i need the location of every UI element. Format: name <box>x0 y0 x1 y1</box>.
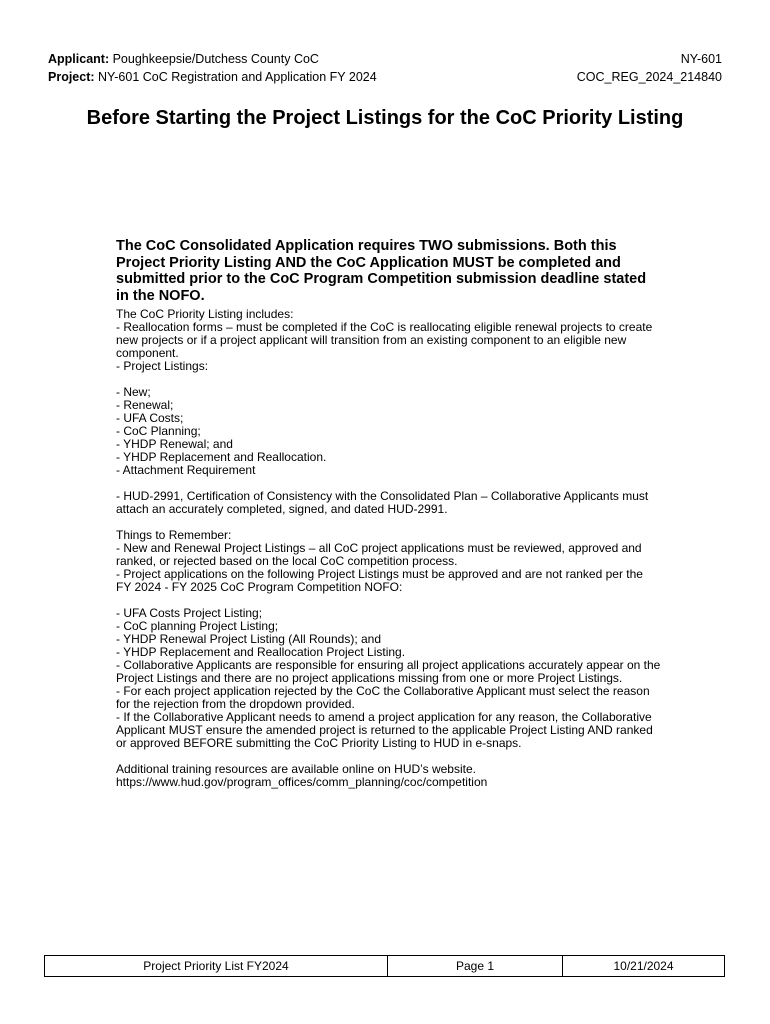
collab-paragraph-1: - Collaborative Applicants are responsible for ensuring all project applications accurately appear on the Project Listings and there are no project applications missing from one or more Project Listings. <box>116 658 661 685</box>
things-paragraph-2: - Project applications on the following Project Listings must be approved and are not ranked per the FY 2024 - FY 2025 CoC Program Competition NOFO: <box>116 567 643 594</box>
footer-page-number: Page 1 <box>388 956 563 976</box>
applicant-line <box>48 50 319 68</box>
footer-doc-name: Project Priority List FY2024 <box>45 956 388 976</box>
list-item: - New; <box>116 385 151 399</box>
training-line: Additional training resources are available online on HUD’s website. <box>116 762 476 776</box>
things-heading: Things to Remember: <box>116 528 232 542</box>
list-item: - CoC Planning; <box>116 424 201 438</box>
spacer <box>116 373 661 386</box>
page-title: Before Starting the Project Listings for the CoC Priority Listing <box>86 107 684 129</box>
submission-notice: The CoC Consolidated Application requires TWO submissions. Both this Project Priority Listing AND the CoC Application MUST be completed and submitted prior to the CoC Program Competition submission deadline stated in the NOFO. <box>116 238 647 304</box>
list-item: - YHDP Renewal Project Listing (All Rounds); and <box>116 632 382 646</box>
footer-date: 10/21/2024 <box>613 959 674 973</box>
list-item: - Renewal; <box>116 398 174 412</box>
list-item: - YHDP Renewal; and <box>116 437 233 451</box>
applicant-label: Applicant: <box>48 52 110 66</box>
project-listings-line: - Project Listings: <box>116 359 209 373</box>
project-label: Project: <box>48 70 95 84</box>
header-row-project <box>48 68 722 86</box>
page-footer <box>44 955 725 977</box>
page-header <box>48 50 722 86</box>
list-item: - Attachment Requirement <box>116 463 256 477</box>
instructions-body <box>116 308 661 789</box>
hud-url: https://www.hud.gov/program_offices/comm_planning/coc/competition <box>116 775 488 789</box>
collab-paragraph-3: - If the Collaborative Applicant needs to amend a project application for any reason, the Collaborative Applicant MUST ensure the amended project is returned to the applicable Project Listing AND ranked or approved BEFORE submitting the CoC Priority Listing to HUD in e-snaps. <box>116 710 653 750</box>
project-value: NY-601 CoC Registration and Application FY 2024 <box>98 70 377 84</box>
applicant-value: Poughkeepsie/Dutchess County CoC <box>112 52 319 66</box>
reallocation-paragraph: - Reallocation forms – must be completed if the CoC is reallocating eligible renewal projects to create new projects or if a project applicant will transition from an existing component to an eligible new component. <box>116 320 653 360</box>
list-item: - UFA Costs Project Listing; <box>116 606 263 620</box>
header-row-applicant <box>48 50 722 68</box>
project-line <box>48 68 377 86</box>
hud2991-paragraph: - HUD-2991, Certification of Consistency with the Consolidated Plan – Collaborative Applicants must attach an accurately completed, signed, and dated HUD-2991. <box>116 489 649 516</box>
list-item: - YHDP Replacement and Reallocation Project Listing. <box>116 645 406 659</box>
things-paragraph-1: - New and Renewal Project Listings – all CoC project applications must be reviewed, approved and ranked, or rejected based on the local CoC competition process. <box>116 541 642 568</box>
intro-line: The CoC Priority Listing includes: <box>116 307 294 321</box>
list-item: - CoC planning Project Listing; <box>116 619 279 633</box>
list-item: - YHDP Replacement and Reallocation. <box>116 450 327 464</box>
collab-paragraph-2: - For each project application rejected by the CoC the Collaborative Applicant must select the reason for the rejection from the dropdown provided. <box>116 684 650 711</box>
list-item: - UFA Costs; <box>116 411 184 425</box>
coc-id: NY-601 <box>680 52 722 66</box>
registration-id: COC_REG_2024_214840 <box>576 70 722 84</box>
